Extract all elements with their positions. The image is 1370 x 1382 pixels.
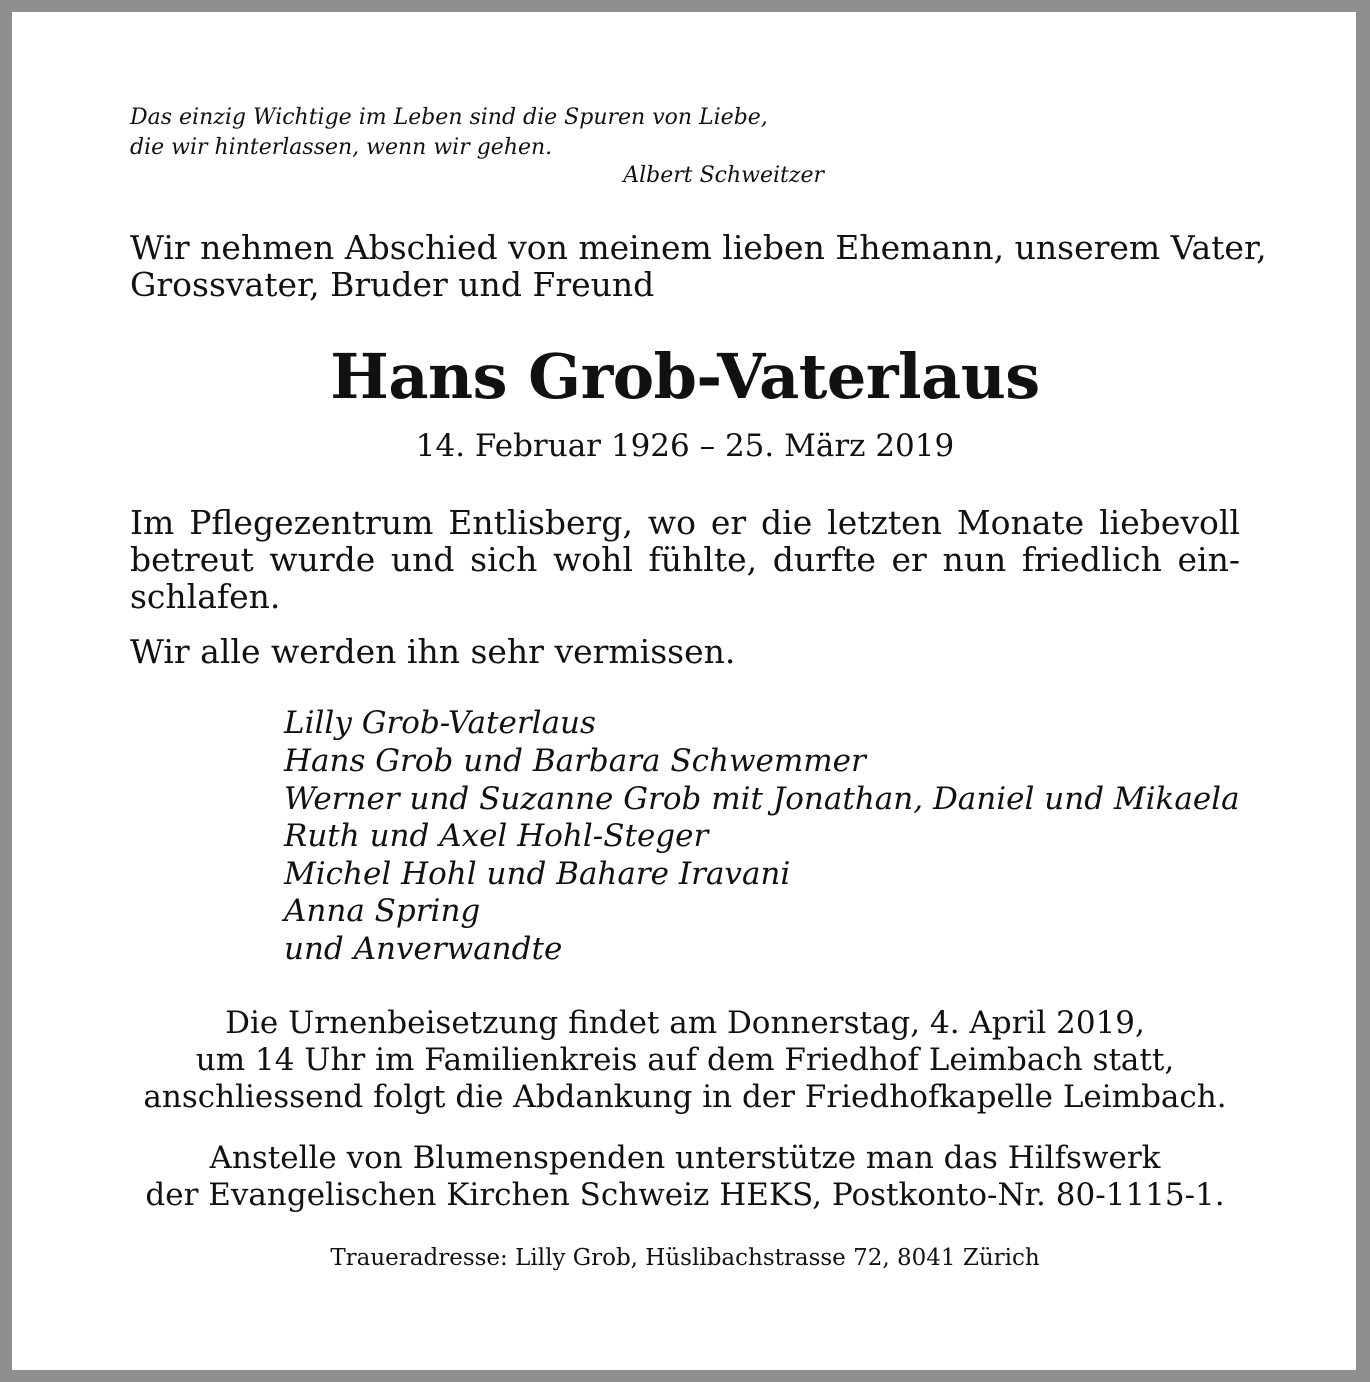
family-member: Ruth und Axel Hohl-Steger — [284, 818, 709, 854]
funeral-line-1: Die Urnenbeisetzung findet am Donnerstag, 4. April 2019, — [225, 1005, 1145, 1041]
mourning-address: Traueradresse: Lilly Grob, Hüslibachstrasse 72, 8041 Zürich — [330, 1245, 1040, 1271]
family-member: Michel Hohl und Bahare Iravani — [284, 856, 791, 892]
intro-line-1: Wir nehmen Abschied von meinem lieben Ehemann, unserem Vater, — [130, 228, 1267, 267]
funeral-line-3: anschliessend folgt die Abdankung in der Friedhofkapelle Leimbach. — [143, 1079, 1227, 1115]
family-member: und Anverwandte — [284, 931, 563, 967]
donation-line-2: der Evangelischen Kirchen Schweiz HEKS, Postkonto-Nr. 80-1115-1. — [145, 1177, 1225, 1213]
deceased-name: Hans Grob-Vaterlaus — [330, 340, 1040, 413]
family-member: Anna Spring — [284, 893, 481, 929]
funeral-line-2: um 14 Uhr im Familienkreis auf dem Friedhof Leimbach statt, — [195, 1042, 1175, 1078]
body-line-2: betreut wurde und sich wohl fühlte, durfte er nun friedlich ein- — [130, 540, 1240, 579]
life-dates: 14. Februar 1926 – 25. März 2019 — [415, 428, 955, 464]
motto-author: Albert Schweitzer — [623, 163, 824, 188]
body-line-1: Im Pflegezentrum Entlisberg, wo er die letzten Monate liebevoll — [130, 503, 1240, 542]
miss-statement: Wir alle werden ihn sehr vermissen. — [130, 632, 736, 671]
motto-line-2: die wir hinterlassen, wenn wir gehen. — [130, 135, 553, 160]
family-member: Hans Grob und Barbara Schwemmer — [284, 743, 866, 779]
body-line-3: schlafen. — [130, 577, 281, 616]
family-member: Werner und Suzanne Grob mit Jonathan, Daniel und Mikaela — [284, 781, 1240, 817]
donation-line-1: Anstelle von Blumenspenden unterstütze man das Hilfswerk — [209, 1140, 1161, 1176]
family-member: Lilly Grob-Vaterlaus — [284, 705, 596, 741]
intro-line-2: Grossvater, Bruder und Freund — [130, 265, 655, 304]
motto-line-1: Das einzig Wichtige im Leben sind die Spuren von Liebe, — [130, 105, 768, 130]
